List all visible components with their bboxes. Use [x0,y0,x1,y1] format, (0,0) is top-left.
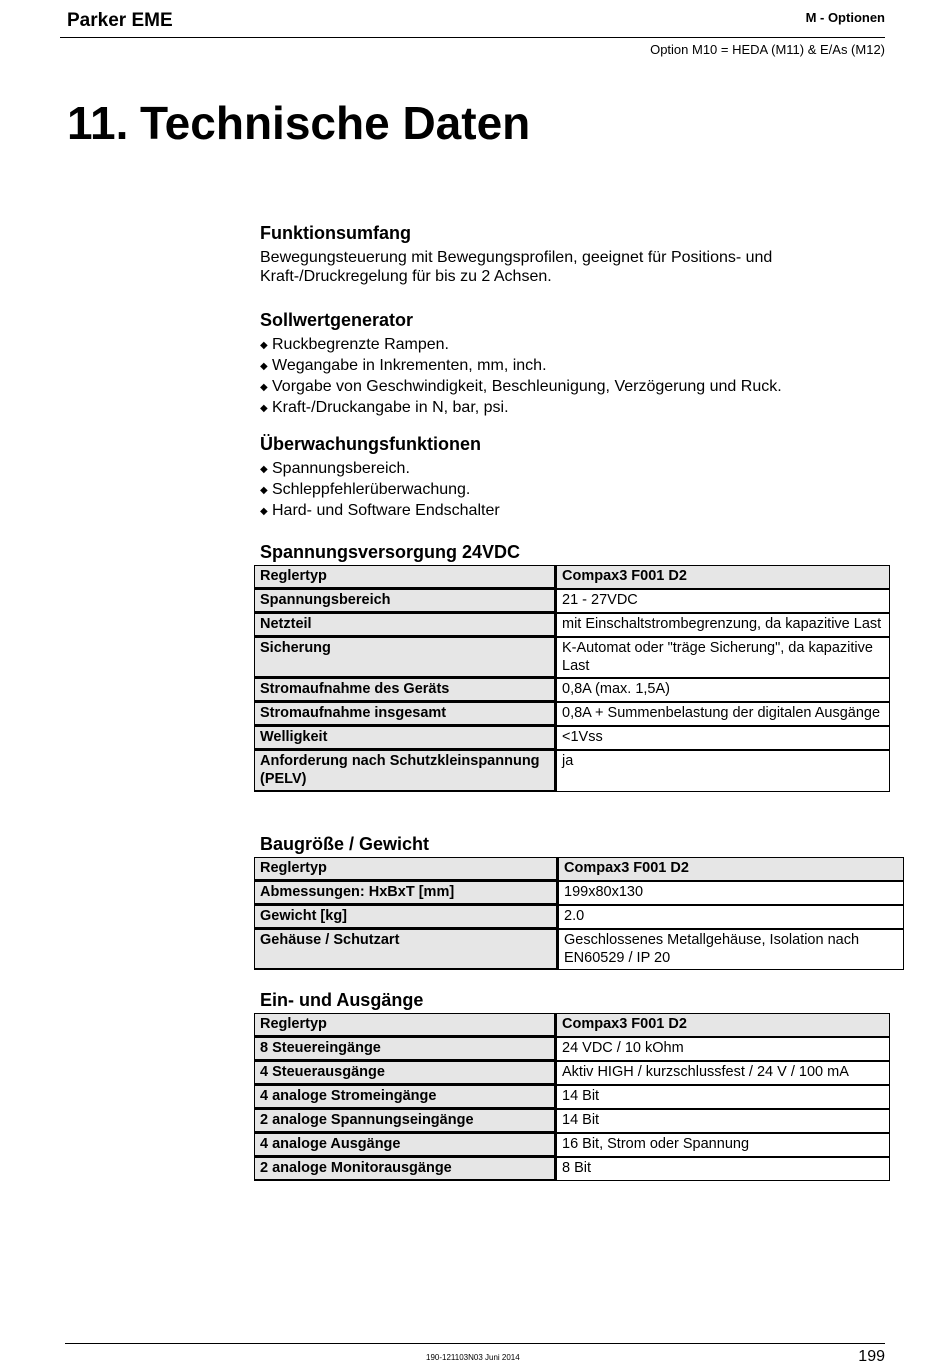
list-item: ◆ Vorgabe von Geschwindigkeit, Beschleunigung, Verzögerung und Ruck. [260,377,900,398]
header-divider [60,37,885,38]
table-cell-label: 4 analoge Stromeingänge [254,1085,556,1109]
table-cell-value: K-Automat oder "träge Sicherung", da kapazitive Last [556,637,890,678]
diamond-bullet-icon: ◆ [260,361,268,372]
section-ein-ausgaenge [260,989,900,1011]
table-cell-value: 0,8A + Summenbelastung der digitalen Ausgänge [556,702,890,726]
section-heading: Ein- und Ausgänge [260,990,424,1010]
section-text: Bewegungsteuerung mit Bewegungsprofilen, geeignet für Positions- und Kraft-/Druckregelung für bis zu 2 Achsen. [260,249,773,285]
table-cell-label: 4 analoge Ausgänge [254,1133,556,1157]
table-cell-label: 2 analoge Spannungseingänge [254,1109,556,1133]
table-cell-label: Abmessungen: HxBxT [mm] [254,881,558,905]
document-number: 190-121103N03 Juni 2014 [426,1353,520,1362]
diamond-bullet-icon: ◆ [260,485,268,496]
bullet-list [260,459,900,522]
list-item: ◆ Ruckbegrenzte Rampen. [260,335,900,356]
table-header-row [254,1013,890,1037]
diamond-bullet-icon: ◆ [260,340,268,351]
table-cell-label: Reglertyp [254,565,556,589]
list-item: ◆ Kraft-/Druckangabe in N, bar, psi. [260,398,900,419]
table-row [254,1061,890,1085]
table-cell-value: 2.0 [558,905,904,929]
diamond-bullet-icon: ◆ [260,403,268,414]
table-cell-label: Sicherung [254,637,556,678]
table-row [254,1133,890,1157]
table-cell-value: ja [556,750,890,792]
table-row [254,881,904,905]
section-sollwertgenerator [260,309,900,419]
table-row [254,1157,890,1181]
list-item: ◆ Hard- und Software Endschalter [260,501,900,522]
table-cell-value: 24 VDC / 10 kOhm [556,1037,890,1061]
table-cell-label: 4 Steuerausgänge [254,1061,556,1085]
table-cell-label: Anforderung nach Schutzkleinspannung (PELV) [254,750,556,792]
list-item: ◆ Spannungsbereich. [260,459,900,480]
table-cell-label: Stromaufnahme insgesamt [254,702,556,726]
diamond-bullet-icon: ◆ [260,506,268,517]
table-cell-value: 21 - 27VDC [556,589,890,613]
table-cell-value: mit Einschaltstrombegrenzung, da kapazitive Last [556,613,890,637]
table-row [254,750,890,792]
table-row [254,929,904,970]
section-baugroesse [260,833,900,855]
table-cell-value: 8 Bit [556,1157,890,1181]
table-row [254,1109,890,1133]
table-row [254,702,890,726]
table-row [254,678,890,702]
table-cell-value: 14 Bit [556,1085,890,1109]
diamond-bullet-icon: ◆ [260,464,268,475]
table-cell-value: Compax3 F001 D2 [556,1013,890,1037]
table-cell-label: Welligkeit [254,726,556,750]
table-row [254,589,890,613]
table-row [254,905,904,929]
table-spannungsversorgung [254,565,890,792]
section-spannungsversorgung [260,541,900,563]
section-heading: Baugröße / Gewicht [260,834,430,854]
chapter-title: Technische Daten [140,97,531,149]
table-row [254,1037,890,1061]
table-header-row [254,565,890,589]
list-item: ◆ Wegangabe in Inkrementen, mm, inch. [260,356,900,377]
table-cell-value: Compax3 F001 D2 [558,857,904,881]
section-heading: Funktionsumfang [260,223,411,243]
section-funktionsumfang [260,222,900,286]
table-cell-label: Spannungsbereich [254,589,556,613]
table-cell-label: 2 analoge Monitorausgänge [254,1157,556,1181]
chapter-label: M - Optionen [805,10,885,25]
table-cell-value: 199x80x130 [558,881,904,905]
table-cell-value: Aktiv HIGH / kurzschlussfest / 24 V / 100 mA [556,1061,890,1085]
diamond-bullet-icon: ◆ [260,382,268,393]
section-heading: Spannungsversorgung 24VDC [260,542,521,562]
table-header-row [254,857,904,881]
footer-divider [65,1343,885,1344]
table-cell-label: Netzteil [254,613,556,637]
table-cell-value: Geschlossenes Metallgehäuse, Isolation nach EN60529 / IP 20 [558,929,904,970]
table-cell-value: 16 Bit, Strom oder Spannung [556,1133,890,1157]
table-row [254,726,890,750]
table-cell-label: Stromaufnahme des Geräts [254,678,556,702]
table-cell-value: <1Vss [556,726,890,750]
section-heading: Sollwertgenerator [260,310,414,330]
bullet-list [260,335,900,419]
table-cell-label: Gehäuse / Schutzart [254,929,558,970]
table-cell-label: 8 Steuereingänge [254,1037,556,1061]
table-cell-label: Gewicht [kg] [254,905,558,929]
table-cell-value: 0,8A (max. 1,5A) [556,678,890,702]
section-subtitle: Option M10 = HEDA (M11) & E/As (M12) [650,42,885,57]
section-heading: Überwachungsfunktionen [260,434,482,454]
section-ueberwachungsfunktionen [260,433,900,522]
table-baugroesse [254,857,904,970]
table-cell-label: Reglertyp [254,857,558,881]
table-ein-ausgaenge [254,1013,890,1181]
list-item: ◆ Schleppfehlerüberwachung. [260,480,900,501]
page-title [67,96,530,150]
table-cell-value: Compax3 F001 D2 [556,565,890,589]
table-row [254,1085,890,1109]
table-row [254,613,890,637]
page-number: 199 [858,1348,885,1365]
table-row [254,637,890,678]
chapter-number: 11. [67,97,129,149]
table-cell-value: 14 Bit [556,1109,890,1133]
table-cell-label: Reglertyp [254,1013,556,1037]
company-name: Parker EME [67,10,173,31]
